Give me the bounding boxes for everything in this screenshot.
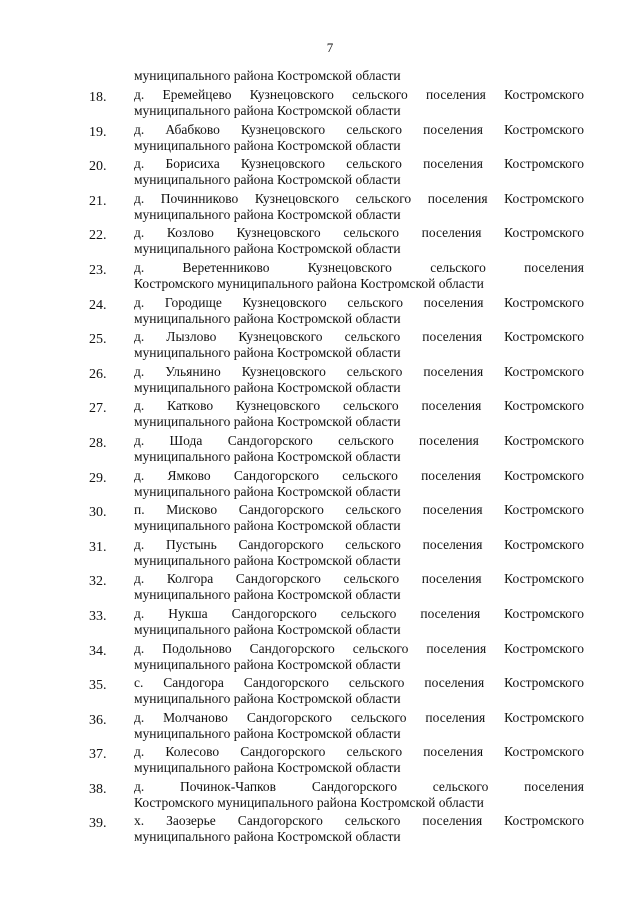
list-item-text: [134, 122, 584, 154]
settlement-list: [0, 87, 639, 848]
list-item-line-1: д. Пустынь Сандогорского сельского поселения Костромского: [134, 536, 584, 552]
list-item-line-1: д. Городище Кузнецовского сельского поселения Костромского: [134, 294, 584, 310]
list-item: [0, 225, 639, 260]
list-item: [0, 744, 639, 779]
list-item: [0, 502, 639, 537]
list-item: [0, 468, 639, 503]
list-item-line-2: муниципального района Костромской области: [134, 137, 401, 153]
list-item: [0, 813, 639, 848]
list-item: [0, 433, 639, 468]
list-item-number: 24.: [89, 297, 107, 313]
list-item-text: [134, 225, 584, 257]
list-item-line-2: муниципального района Костромской области: [134, 587, 401, 603]
list-item-number: 31.: [89, 539, 107, 555]
list-item: [0, 398, 639, 433]
list-item-text: [134, 156, 584, 188]
list-item: [0, 295, 639, 330]
list-item-text: [134, 537, 584, 569]
list-item-text: [134, 398, 584, 430]
list-item-text: [134, 329, 584, 361]
list-item-line-1: д. Починок-Чапков Сандогорского сельского поселения: [134, 778, 584, 794]
list-item-line-2: муниципального района Костромской области: [134, 448, 401, 464]
list-item: [0, 779, 639, 814]
list-item-line-2: муниципального района Костромской области: [134, 691, 401, 707]
list-item: [0, 675, 639, 710]
list-item-number: 28.: [89, 435, 107, 451]
continuation-line: муниципального района Костромской области: [134, 68, 401, 83]
list-item-number: 36.: [89, 712, 107, 728]
list-item-number: 23.: [89, 262, 107, 278]
list-item: [0, 571, 639, 606]
list-item: [0, 329, 639, 364]
list-item: [0, 537, 639, 572]
list-item-line-1: д. Лызлово Кузнецовского сельского поселения Костромского: [134, 329, 584, 345]
list-item-line-1: д. Молчаново Сандогорского сельского поселения Костромского: [134, 709, 584, 725]
list-item-line-2: муниципального района Костромской области: [134, 829, 401, 845]
list-item-text: [134, 468, 584, 500]
list-item-number: 19.: [89, 124, 107, 140]
list-item-text: [134, 606, 584, 638]
list-item-line-2: муниципального района Костромской области: [134, 483, 401, 499]
list-item-line-2: муниципального района Костромской области: [134, 345, 401, 361]
list-item-text: [134, 364, 584, 396]
list-item-line-1: д. Борисиха Кузнецовского сельского поселения Костромского: [134, 156, 584, 172]
list-item-text: [134, 87, 584, 119]
list-item: [0, 606, 639, 641]
list-item-line-1: д. Веретенниково Кузнецовского сельского поселения: [134, 259, 584, 275]
list-item-line-2: муниципального района Костромской области: [134, 760, 401, 776]
list-item: [0, 87, 639, 122]
list-item-line-2: Костромского муниципального района Костромской области: [134, 794, 484, 810]
list-item-line-2: муниципального района Костромской области: [134, 310, 401, 326]
list-item-line-2: муниципального района Костромской области: [134, 656, 401, 672]
list-item-number: 29.: [89, 470, 107, 486]
list-item-line-2: муниципального района Костромской области: [134, 621, 401, 637]
list-item-text: [134, 502, 584, 534]
list-item-number: 38.: [89, 781, 107, 797]
list-item-line-1: д. Еремейцево Кузнецовского сельского поселения Костромского: [134, 87, 584, 102]
list-item-number: 30.: [89, 505, 107, 521]
list-item-text: [134, 710, 584, 742]
list-item-text: [134, 191, 584, 223]
list-item-text: [134, 813, 584, 845]
list-item-line-1: с. Сандогора Сандогорского сельского поселения Костромского: [134, 675, 584, 691]
list-item-line-2: муниципального района Костромской области: [134, 241, 401, 257]
list-item-line-1: д. Козлово Кузнецовского сельского поселения Костромского: [134, 225, 584, 241]
list-item-line-1: д. Ульянино Кузнецовского сельского поселения Костромского: [134, 363, 584, 379]
list-item-line-1: д. Катково Кузнецовского сельского поселения Костромского: [134, 398, 584, 414]
list-item: [0, 156, 639, 191]
list-item-number: 27.: [89, 401, 107, 417]
list-item-number: 32.: [89, 574, 107, 590]
list-item-line-1: д. Колгора Сандогорского сельского поселения Костромского: [134, 571, 584, 587]
list-item-text: [134, 779, 584, 811]
list-item-line-1: д. Подольново Сандогорского сельского поселения Костромского: [134, 640, 584, 656]
list-item: [0, 710, 639, 745]
list-item-text: [134, 295, 584, 327]
list-item-number: 35.: [89, 678, 107, 694]
list-item-line-2: муниципального района Костромской области: [134, 172, 401, 188]
list-item-line-1: д. Шода Сандогорского сельского поселения Костромского: [134, 432, 584, 448]
list-item-line-2: муниципального района Костромской области: [134, 414, 401, 430]
list-item: [0, 260, 639, 295]
list-item-text: [134, 433, 584, 465]
list-item-number: 39.: [89, 816, 107, 832]
page-number: 7: [326, 40, 334, 55]
list-item-number: 34.: [89, 643, 107, 659]
list-item-line-2: муниципального района Костромской области: [134, 725, 401, 741]
list-item-number: 33.: [89, 608, 107, 624]
list-item-line-1: х. Заозерье Сандогорского сельского поселения Костромского: [134, 813, 584, 829]
list-item-line-1: д. Колесово Сандогорского сельского поселения Костромского: [134, 744, 584, 760]
list-item-number: 37.: [89, 747, 107, 763]
list-item: [0, 122, 639, 157]
list-item-number: 26.: [89, 366, 107, 382]
list-item-line-2: муниципального района Костромской области: [134, 379, 401, 395]
list-item-number: 18.: [89, 90, 107, 105]
list-item-line-2: муниципального района Костромской области: [134, 552, 401, 568]
list-item-line-1: п. Мисково Сандогорского сельского поселения Костромского: [134, 502, 584, 518]
list-item-line-2: муниципального района Костромской области: [134, 518, 401, 534]
list-item-text: [134, 260, 584, 292]
list-item-line-1: д. Починниково Кузнецовского сельского поселения Костромского: [134, 190, 584, 206]
list-item-number: 20.: [89, 159, 107, 175]
list-item-text: [134, 571, 584, 603]
list-item-text: [134, 641, 584, 673]
list-item-line-2: муниципального района Костромской области: [134, 206, 401, 222]
list-item-line-1: д. Нукша Сандогорского сельского поселения Костромского: [134, 605, 584, 621]
list-item-line-1: д. Абабково Кузнецовского сельского поселения Костромского: [134, 121, 584, 137]
list-item: [0, 191, 639, 226]
list-item-number: 22.: [89, 228, 107, 244]
list-item-line-1: д. Ямково Сандогорского сельского поселения Костромского: [134, 467, 584, 483]
list-item-line-2: Костромского муниципального района Костромской области: [134, 275, 484, 291]
list-item: [0, 364, 639, 399]
list-item-text: [134, 744, 584, 776]
list-item-number: 21.: [89, 193, 107, 209]
list-item-number: 25.: [89, 332, 107, 348]
list-item: [0, 641, 639, 676]
list-item-text: [134, 675, 584, 707]
list-item-line-2: муниципального района Костромской области: [134, 103, 401, 118]
